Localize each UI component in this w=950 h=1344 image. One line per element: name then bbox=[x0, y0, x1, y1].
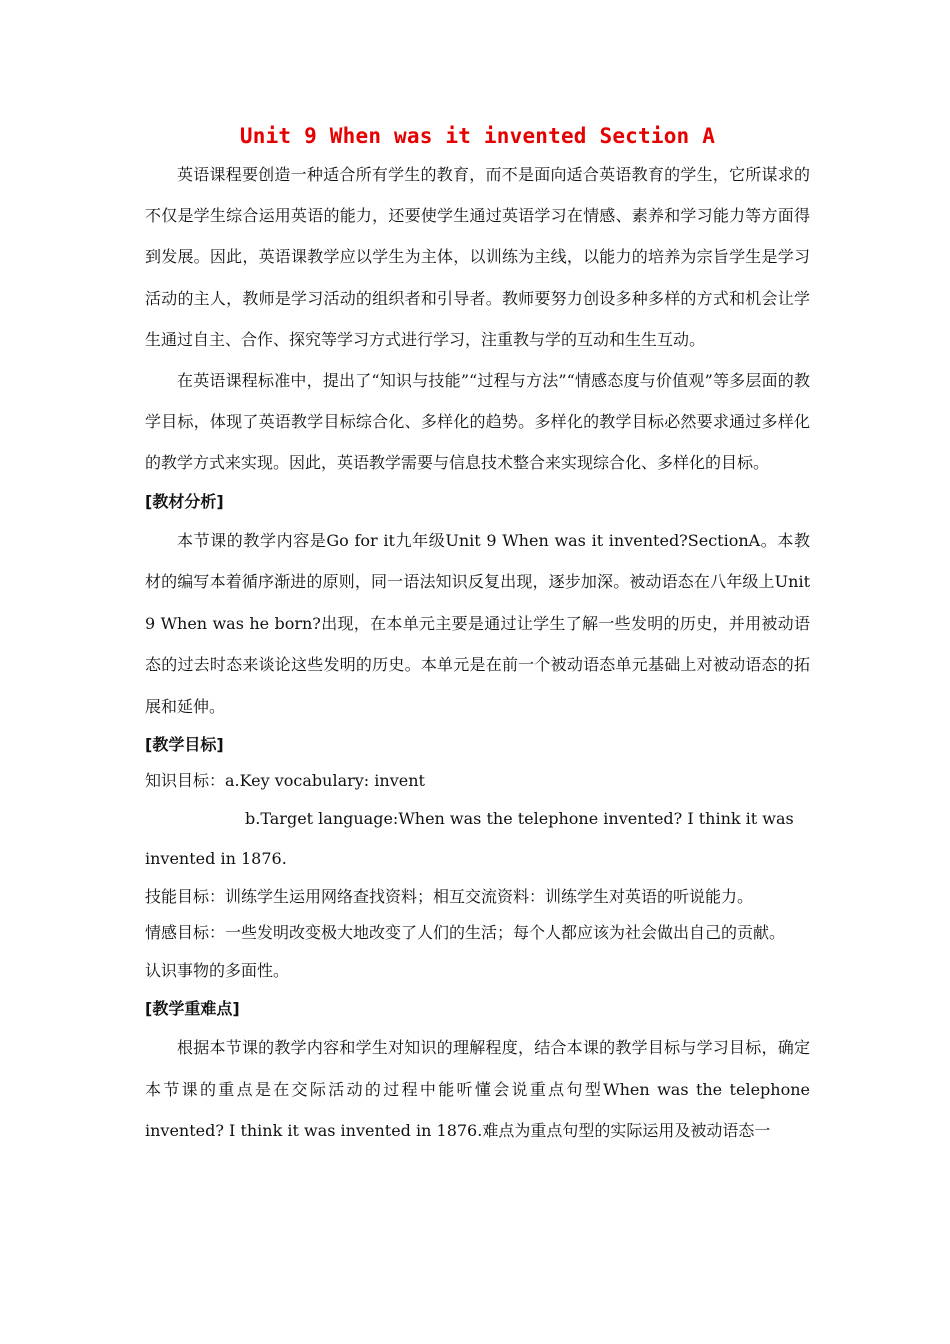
knowledge-objective-b: b.Target language:When was the telephone invented? I think it was bbox=[245, 809, 794, 829]
keypoints-heading: [教学重难点] bbox=[145, 999, 240, 1019]
document-page bbox=[145, 118, 810, 1152]
emotion-objective: 情感目标：一些发明改变极大地改变了人们的生活；每个人都应该为社会做出自己的贡献。 bbox=[145, 923, 786, 943]
emotion-objective-continued: 认识事物的多面性。 bbox=[145, 961, 290, 981]
analysis-heading: [教材分析] bbox=[145, 491, 224, 511]
keypoints-paragraph: 根据本节课的教学内容和学生对知识的理解程度，结合本课的教学目标与学习目标，确定本节课的重点是在交际活动的过程中能听懂会说重点句型When was the telephone invented? I think it was invented in 1876.难点为重点句型的实际运用及被动语态一 bbox=[145, 1038, 810, 1141]
skill-objective: 技能目标：训练学生运用网络查找资料；相互交流资料：训练学生对英语的听说能力。 bbox=[145, 887, 754, 907]
knowledge-objective-a: 知识目标：a.Key vocabulary: invent bbox=[145, 771, 425, 791]
objectives-heading: [教学目标] bbox=[145, 735, 224, 755]
intro-paragraph-2: 在英语课程标准中，提出了“知识与技能”“过程与方法”“情感态度与价值观”等多层面的教学目标，体现了英语教学目标综合化、多样化的趋势。多样化的教学目标必然要求通过多样化的教学方式来实现。因此，英语教学需要与信息技术整合来实现综合化、多样化的目标。 bbox=[145, 371, 810, 473]
document-title: Unit 9 When was it invented Section A bbox=[239, 124, 716, 148]
analysis-paragraph: 本节课的教学内容是Go for it九年级Unit 9 When was it invented?SectionA。本教材的编写本着循序渐进的原则，同一语法知识反复出现，逐步加深。被动语态在八年级上Unit 9 When was he born?出现，在本单元主要是通过让学生了解一些发明的历史，并用被动语态的过去时态来谈论这些发明的历史。本单元是在前一个被动语态单元基础上对被动语态的拓展和延伸。 bbox=[145, 530, 810, 716]
knowledge-objective-b-continued: invented in 1876. bbox=[145, 849, 287, 869]
intro-paragraph-1: 英语课程要创造一种适合所有学生的教育，而不是面向适合英语教育的学生，它所谋求的不仅是学生综合运用英语的能力，还要使学生通过英语学习在情感、素养和学习能力等方面得到发展。因此，英语课教学应以学生为主体，以训练为主线，以能力的培养为宗旨学生是学习活动的主人，教师是学习活动的组织者和引导者。教师要努力创设多种多样的方式和机会让学生通过自主、合作、探究等学习方式进行学习，注重教与学的互动和生生互动。 bbox=[145, 165, 810, 349]
